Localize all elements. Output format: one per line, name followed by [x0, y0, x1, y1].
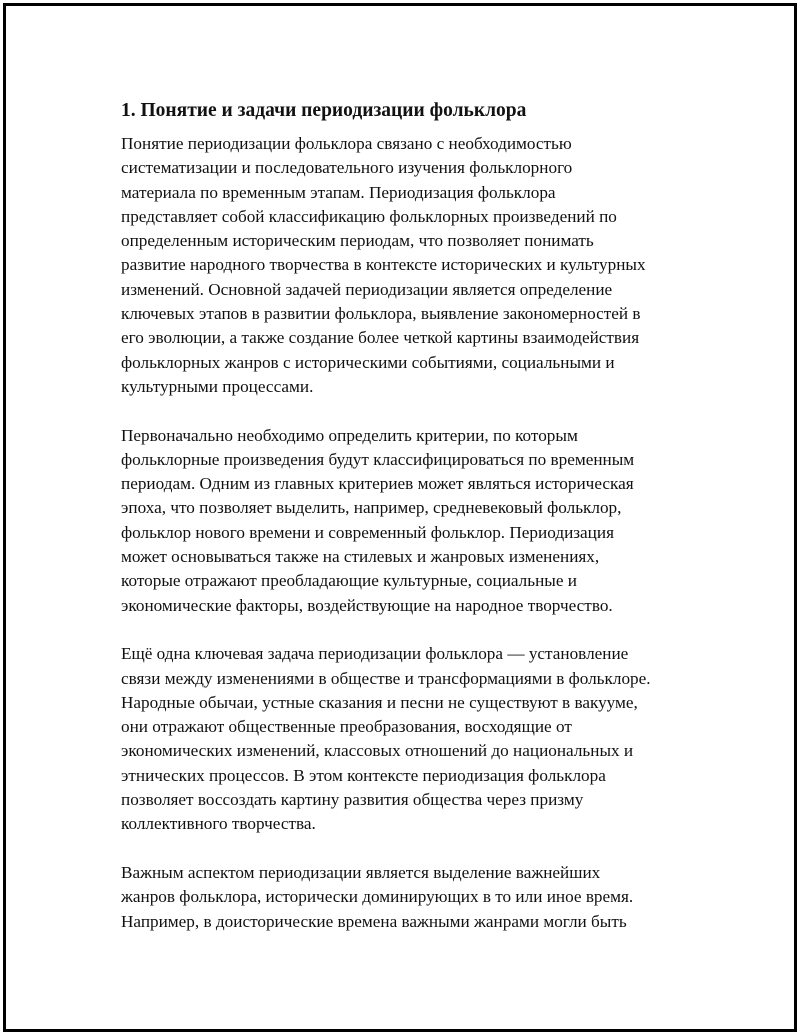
- paragraph-2: [121, 424, 701, 618]
- paragraph-line: Понятие периодизации фольклора связано с необходимостью: [121, 134, 572, 153]
- paragraph-line: может основываться также на стилевых и жанровых изменениях,: [121, 547, 600, 567]
- paragraph-line: изменений. Основной задачей периодизации является определение: [121, 279, 613, 299]
- paragraph-4: [121, 861, 701, 934]
- paragraph-line: Важным аспектом периодизации является выделение важнейших: [121, 862, 601, 882]
- paragraph-line: систематизации и последовательного изучения фольклорного: [121, 158, 573, 178]
- paragraph-line: коллективного творчества.: [121, 814, 316, 834]
- paragraph-line: периодам. Одним из главных критериев может являться историческая: [121, 474, 634, 494]
- paragraph-line: Первоначально необходимо определить критерии, по которым: [121, 425, 578, 445]
- paragraph-line: развитие народного творчества в контексте исторических и культурных: [121, 255, 646, 275]
- paragraph-line: они отражают общественные преобразования, восходящие от: [121, 717, 572, 737]
- document-body: [121, 98, 701, 958]
- paragraph-line: фольклорные произведения будут классифицироваться по временным: [121, 449, 635, 469]
- paragraph-line: связи между изменениями в обществе и трансформациями в фольклоре.: [121, 668, 651, 688]
- paragraph-line: жанров фольклора, исторически доминирующих в то или иное время.: [121, 887, 634, 907]
- paragraph-line: Народные обычаи, устные сказания и песни не существуют в вакууме,: [121, 692, 638, 712]
- paragraph-line: представляет собой классификацию фольклорных произведений по: [121, 206, 617, 226]
- paragraph-line: определенным историческим периодам, что позволяет понимать: [121, 231, 594, 251]
- paragraph-line: позволяет воссоздать картину развития общества через призму: [121, 790, 584, 810]
- paragraph-line: экономические факторы, воздействующие на народное творчество.: [121, 595, 613, 615]
- paragraph-line: эпоха, что позволяет выделить, например, средневековый фольклор,: [121, 498, 622, 518]
- paragraph-line: которые отражают преобладающие культурные, социальные и: [121, 571, 577, 591]
- section-heading: 1. Понятие и задачи периодизации фольклора: [121, 100, 527, 121]
- paragraph-line: культурными процессами.: [121, 376, 314, 396]
- paragraph-line: материала по временным этапам. Периодизация фольклора: [121, 182, 556, 202]
- paragraph-1: [121, 132, 701, 399]
- paragraph-line: его эволюции, а также создание более четкой картины взаимодействия: [121, 328, 640, 348]
- page-frame: [3, 3, 797, 1032]
- paragraph-line: фольклорных жанров с историческими событиями, социальными и: [121, 352, 615, 372]
- paragraph-line: Ещё одна ключевая задача периодизации фольклора — установление: [121, 644, 629, 664]
- paragraph-line: Например, в доисторические времена важными жанрами могли быть: [121, 911, 627, 931]
- paragraph-line: этнических процессов. В этом контексте периодизация фольклора: [121, 765, 606, 785]
- paragraph-3: [121, 642, 701, 836]
- paragraph-line: фольклор нового времени и современный фольклор. Периодизация: [121, 522, 614, 542]
- paragraph-line: ключевых этапов в развитии фольклора, выявление закономерностей в: [121, 304, 641, 324]
- paragraph-line: экономических изменений, классовых отношений до национальных и: [121, 741, 634, 761]
